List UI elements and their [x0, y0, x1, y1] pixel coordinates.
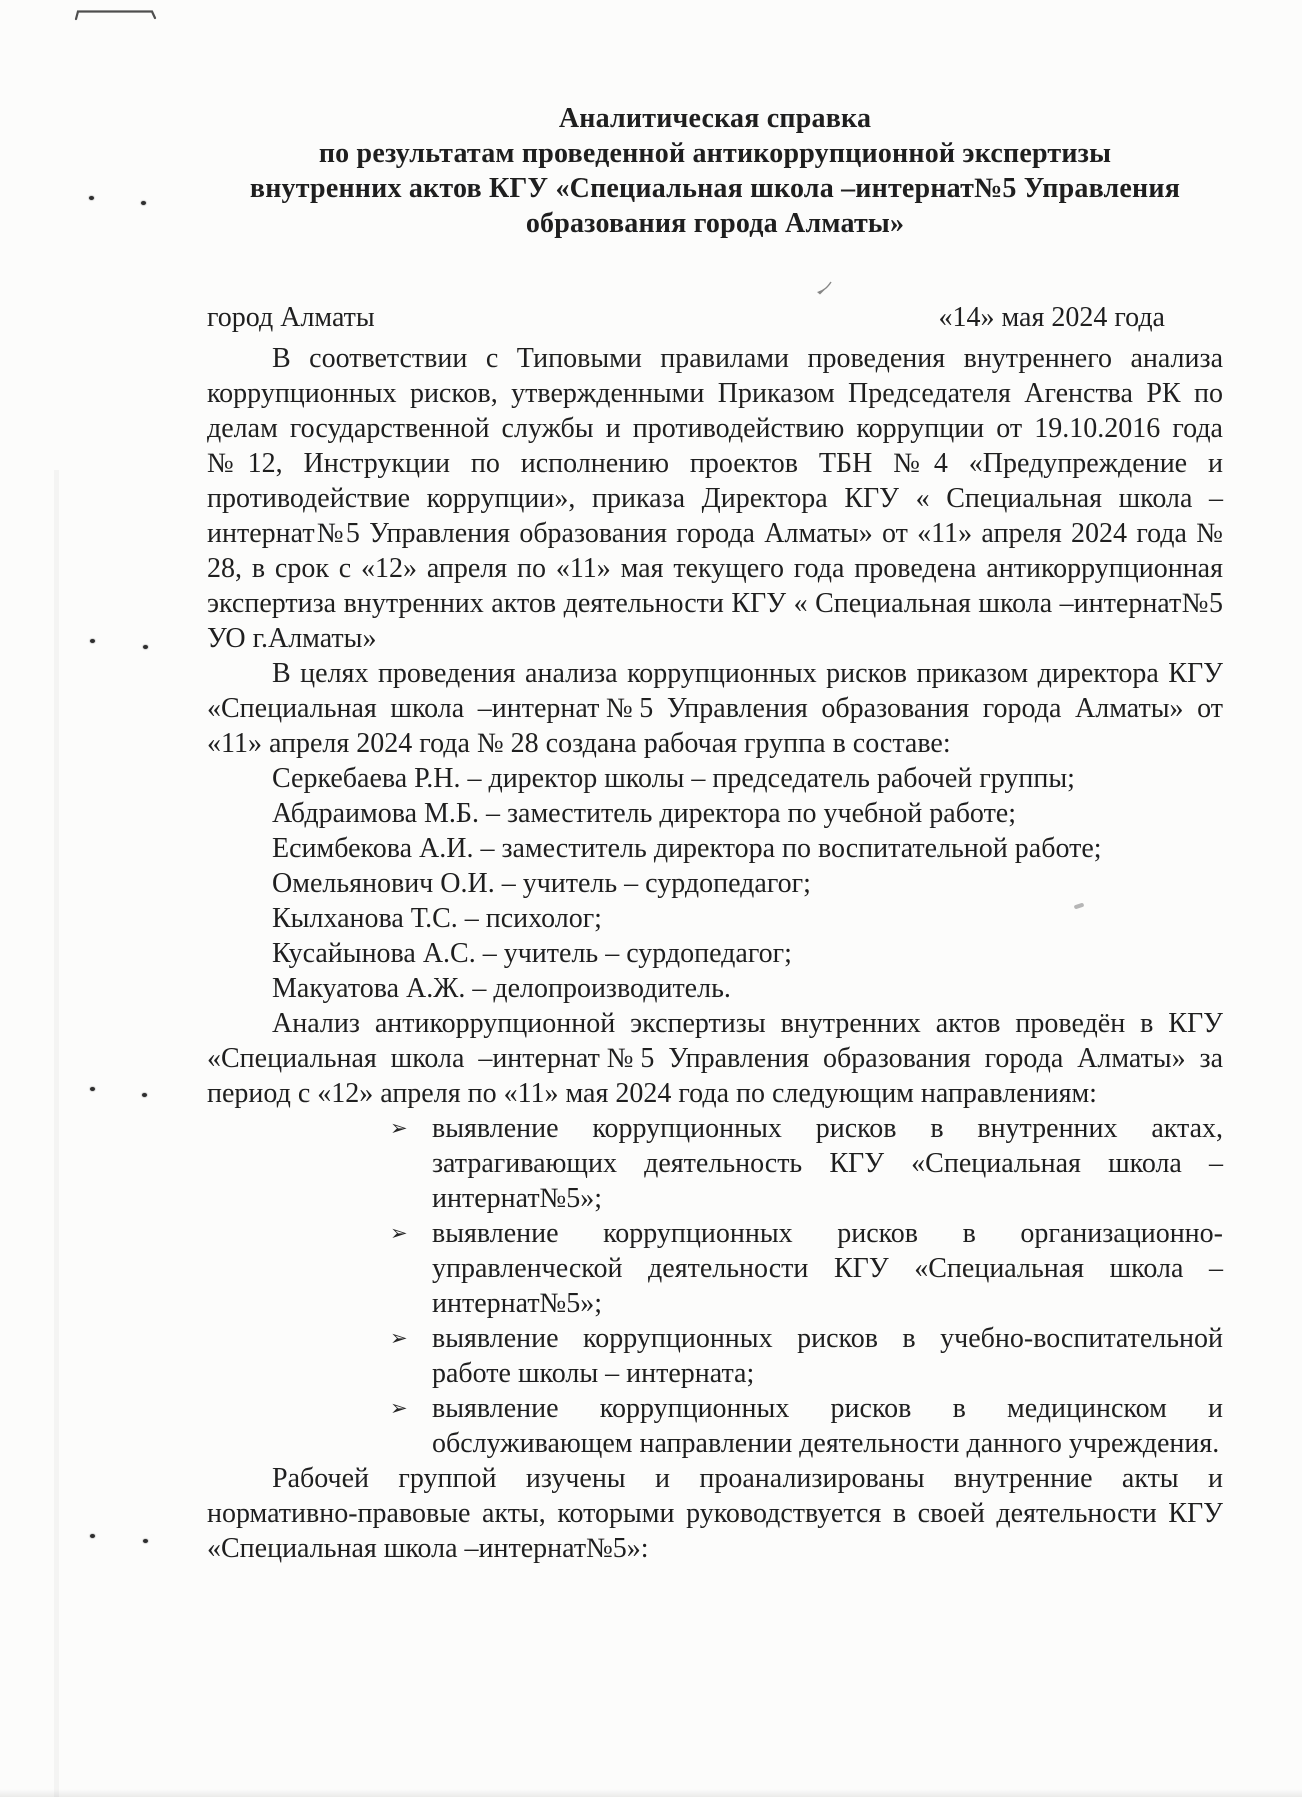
binding-dot — [90, 1534, 95, 1538]
document-title-line: по результатам проведенной антикоррупционной экспертизы — [318, 138, 1112, 169]
arrow-bullet-icon: ➢ — [390, 1116, 408, 1140]
document-title-line: образования города Алматы» — [525, 208, 905, 239]
bullet-text: выявление коррупционных рисков в учебно-воспитательной работе школы – интерната; — [432, 1323, 1223, 1389]
binding-dot — [141, 201, 146, 205]
bullet-item — [390, 1321, 1223, 1391]
binding-dot — [89, 196, 94, 200]
document-place: город Алматы — [207, 302, 375, 333]
document-title-line: внутренних актов КГУ «Специальная школа –интернат№5 Управления — [249, 173, 1181, 204]
bullet-item — [390, 1391, 1223, 1461]
binding-dot — [143, 645, 148, 649]
document-date: «14» мая 2024 года — [938, 302, 1165, 333]
staple-mark — [74, 9, 158, 21]
document-title-line: Аналитическая справка — [558, 103, 872, 134]
scan-bottom-shadow — [0, 1789, 1302, 1797]
paragraph-legal-basis: В соответствии с Типовыми правилами проведения внутреннего анализа коррупционных рисков, утвержденными Приказом Председателя Агенства РК по делам государственной службы и противодействию коррупции от 19.10.2016 года №12, Инструкции по исполнению проектов ТБН №4 «Предупреждение и противодействие коррупции», приказа Директора КГУ « Специальная школа –интернат№5 Управления образования города Алматы» от «11» апреля 2024 года № 28, в срок с «12» апреля по «11» мая текущего года проведена антикоррупционная экспертиза внутренних актов деятельности КГУ « Специальная школа –интернат№5 УО г.Алматы» — [207, 343, 1223, 654]
document-body — [207, 101, 1223, 1566]
bullet-item — [390, 1111, 1223, 1216]
list-item: Кылханова Т.С. – психолог; — [272, 903, 602, 934]
list-item: Есимбекова А.И. – заместитель директора по воспитательной работе; — [272, 833, 1102, 864]
bullet-item — [390, 1216, 1223, 1321]
bullet-text: выявление коррупционных рисков в медицинском и обслуживающем направлении деятельности данного учреждения. — [432, 1393, 1223, 1459]
paragraph-working-group-intro: В целях проведения анализа коррупционных рисков приказом директора КГУ «Специальная школа –интернат№5 Управления образования города Алматы» от «11» апреля 2024 года № 28 создана рабочая группа в составе: — [207, 658, 1223, 759]
arrow-bullet-icon: ➢ — [390, 1396, 408, 1420]
scan-edge-shadow — [54, 470, 59, 1797]
directions-list — [207, 1111, 1223, 1461]
paragraph-analysis-scope: Анализ антикоррупционной экспертизы внутренних актов проведён в КГУ «Специальная школа –интернат№5 Управления образования города Алматы» за период с «12» апреля по «11» мая 2024 года по следующим направлениям: — [207, 1008, 1223, 1109]
dateline — [207, 300, 1223, 335]
list-item: Серкебаева Р.Н. – директор школы – председатель рабочей группы; — [272, 763, 1075, 794]
binding-dot — [90, 1087, 95, 1091]
paragraph-conclusion-intro: Рабочей группой изучены и проанализированы внутренние акты и нормативно-правовые акты, которыми руководствуется в своей деятельности КГУ «Специальная школа –интернат№5»: — [207, 1463, 1223, 1564]
list-item: Кусайынова А.С. – учитель – сурдопедагог; — [272, 938, 792, 969]
binding-dot — [90, 639, 95, 643]
bullet-text: выявление коррупционных рисков в организационно-управленческой деятельности КГУ «Специальная школа – интернат№5»; — [432, 1218, 1223, 1319]
bullet-text: выявление коррупционных рисков в внутренних актах, затрагивающих деятельность КГУ «Специальная школа – интернат№5»; — [432, 1113, 1223, 1214]
working-group-list — [207, 761, 1223, 1006]
list-item: Омельянович О.И. – учитель – сурдопедагог; — [272, 868, 811, 899]
arrow-bullet-icon: ➢ — [390, 1221, 408, 1245]
binding-dot — [142, 1093, 147, 1097]
list-item: Макуатова А.Ж. – делопроизводитель. — [272, 973, 731, 1004]
arrow-bullet-icon: ➢ — [390, 1326, 408, 1350]
list-item: Абдраимова М.Б. – заместитель директора по учебной работе; — [272, 798, 1017, 829]
binding-dot — [143, 1539, 148, 1543]
